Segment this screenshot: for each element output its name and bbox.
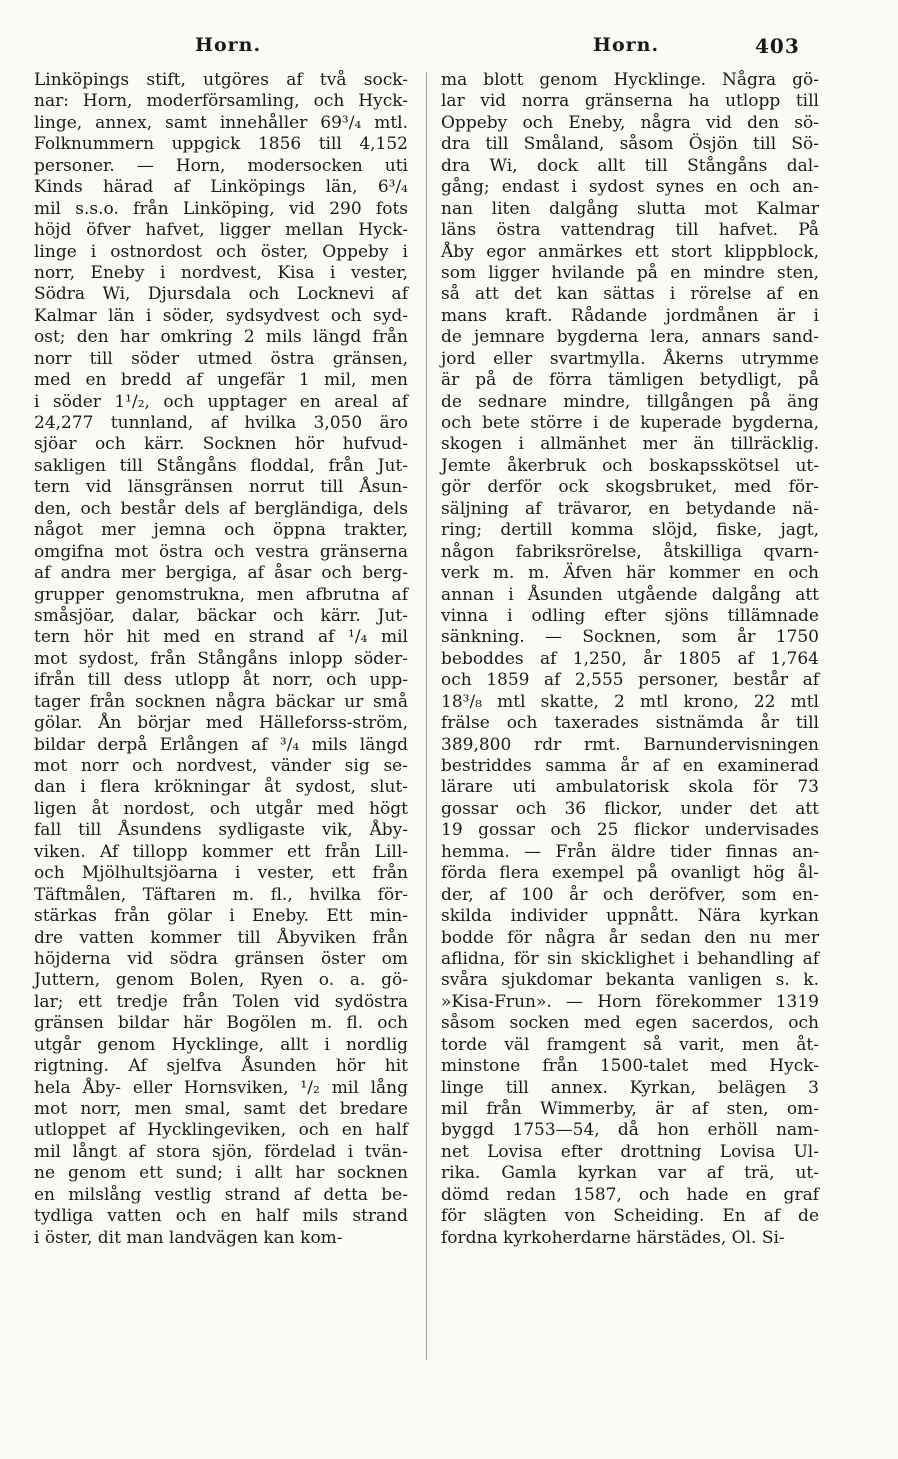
text-line: tern vid länsgränsen norrut till Åsun- xyxy=(34,477,408,498)
text-line: nan liten dalgång slutta mot Kalmar xyxy=(441,198,819,219)
text-line: i öster, dit man landvägen kan kom- xyxy=(34,1227,343,1248)
text-line: mot norr och nordvest, vänder sig se- xyxy=(34,756,408,776)
text-line: dömd redan 1587, och hade en graf xyxy=(441,1184,819,1205)
text-line: ost; den har omkring 2 mils längd från xyxy=(34,327,408,348)
text-line: linge till annex. Kyrkan, belägen 3 xyxy=(441,1077,819,1098)
text-line: svåra sjukdomar bekanta vanligen s. k. xyxy=(441,970,819,991)
text-line: gossar och 36 flickor, under det att xyxy=(441,798,819,819)
text-line: bodde för några år sedan den nu mer xyxy=(441,927,819,948)
text-line: ifrån till dess utlopp åt norr, och upp- xyxy=(34,670,408,691)
text-line: de sednare mindre, tillgången på äng xyxy=(441,391,819,412)
text-line: ne genom ett sund; i allt har socknen xyxy=(34,1163,408,1184)
text-line: tydliga vatten och en half mils strand xyxy=(34,1206,408,1227)
text-line: dre vatten kommer till Åbyviken från xyxy=(34,927,408,948)
text-line: linge i ostnordost och öster, Oppeby i xyxy=(34,241,408,262)
text-line: der, af 100 år och deröfver, som en- xyxy=(441,884,819,905)
text-line: stärkas från gölar i Eneby. Ett min- xyxy=(34,906,408,927)
text-line: sjöar och kärr. Socknen hör hufvud- xyxy=(34,434,408,455)
text-line: aflidna, för sin skicklighet i behandling af xyxy=(441,948,819,969)
text-line: linge, annex, samt innehåller 69³/₄ mtl. xyxy=(34,112,408,133)
text-line: gör derför ock skogsbruket, med för- xyxy=(441,477,819,498)
text-line: 19 gossar och 25 flickor undervisades xyxy=(441,820,819,841)
text-line: hela Åby- eller Hornsviken, ¹/₂ mil lång xyxy=(34,1077,408,1098)
text-line: af andra mer bergiga, af åsar och berg- xyxy=(34,563,408,584)
text-line: utloppet af Hycklingeviken, och en half xyxy=(34,1120,408,1141)
text-line: 18³/₈ mtl skatte, 2 mtl krono, 22 mtl xyxy=(441,691,819,712)
text-line: Folknummern uppgick 1856 till 4,152 xyxy=(34,134,408,155)
text-line: och 1859 af 2,555 personer, består af xyxy=(441,670,819,691)
text-line: läns östra vattendrag till hafvet. På xyxy=(441,220,819,241)
text-line: bildar derpå Erlången af ³/₄ mils längd xyxy=(34,734,408,755)
text-line: skilda individer uppnått. Nära kyrkan xyxy=(441,906,819,927)
text-line: i söder 1¹/₂, och upptager en areal af xyxy=(34,391,408,412)
text-line: fall till Åsundens sydligaste vik, Åby- xyxy=(34,820,408,841)
text-line: grupper genomstrukna, men afbrutna af xyxy=(34,584,408,605)
text-line: förda flera exempel på ovanligt hög ål- xyxy=(441,863,819,884)
text-line: gång; endast i sydost synes en och an- xyxy=(441,177,819,198)
text-line: ma blott genom Hycklinge. Några gö- xyxy=(441,70,819,90)
text-line: net Lovisa efter drottning Lovisa Ul- xyxy=(441,1141,819,1162)
text-line: nar: Horn, moderförsamling, och Hyck- xyxy=(34,91,408,112)
text-line: annan i Åsunden utgående dalgång att xyxy=(441,584,819,605)
text-line: norr till söder utmed östra gränsen, xyxy=(34,348,408,369)
text-line: ring; dertill komma slöjd, fiske, jagt, xyxy=(441,520,819,541)
text-line: Täftmålen, Täftaren m. fl., hvilka för- xyxy=(34,884,408,905)
text-line: mans kraft. Rådande jordmånen är i xyxy=(441,305,819,326)
text-line: Åby egor anmärkes ett stort klippblock, xyxy=(441,241,819,262)
text-line: Linköpings stift, utgöres af två sock- xyxy=(34,70,408,90)
text-line: och Mjölhultsjöarna i vester, ett från xyxy=(34,863,408,884)
text-line: så att det kan sättas i rörelse af en xyxy=(441,284,819,305)
text-line: beboddes af 1,250, år 1805 af 1,764 xyxy=(441,648,819,669)
text-line: byggd 1753—54, då hon erhöll nam- xyxy=(441,1120,819,1141)
text-line: med en bredd af ungefär 1 mil, men xyxy=(34,370,408,391)
text-line: torde väl framgent så varit, men åt- xyxy=(441,1034,819,1055)
text-line: en milslång vestlig strand af detta be- xyxy=(34,1184,408,1205)
page-number: 403 xyxy=(755,34,800,58)
text-line: dan i flera krökningar åt sydost, slut- xyxy=(34,777,408,798)
text-line: rigtning. Af sjelfva Åsunden hör hit xyxy=(34,1056,408,1077)
text-line: »Kisa-Frun». — Horn förekommer 1319 xyxy=(441,991,819,1012)
text-line: Södra Wi, Djursdala och Locknevi af xyxy=(34,284,408,305)
text-line: Juttern, genom Bolen, Ryen o. a. gö- xyxy=(34,970,408,991)
text-line: lärare uti ambulatorisk skola för 73 xyxy=(441,777,819,798)
column-divider xyxy=(426,72,427,1360)
text-line: utgår genom Hycklinge, allt i nordlig xyxy=(34,1034,408,1055)
text-line: de jemnare bygderna lera, annars sand- xyxy=(441,327,819,348)
text-line: är på de förra tämligen betydligt, på xyxy=(441,370,819,391)
text-line: Kinds härad af Linköpings län, 6³/₄ xyxy=(34,177,408,198)
right-text-column xyxy=(441,70,819,1249)
text-line: rika. Gamla kyrkan var af trä, ut- xyxy=(441,1163,819,1184)
text-line: norr, Eneby i nordvest, Kisa i vester, xyxy=(34,262,408,283)
text-line: skogen i allmänhet mer än tillräcklig. xyxy=(441,434,819,455)
text-line: mil från Wimmerby, är af sten, om- xyxy=(441,1099,819,1119)
text-line: småsjöar, dalar, bäckar och kärr. Jut- xyxy=(34,605,408,626)
text-line: sänkning. — Socknen, som år 1750 xyxy=(441,627,819,648)
left-running-title: Horn. xyxy=(195,34,262,56)
text-line: hemma. — Från äldre tider finnas an- xyxy=(441,841,819,862)
text-line: omgifna mot östra och vestra gränserna xyxy=(34,541,408,562)
text-line: Kalmar län i söder, sydsydvest och syd- xyxy=(34,305,408,326)
text-line: gölar. Ån börjar med Hälleforss-ström, xyxy=(34,713,408,734)
running-header xyxy=(0,34,898,64)
text-line: lar vid norra gränserna ha utlopp till xyxy=(441,91,819,112)
text-line: mot sydost, från Stångåns inlopp söder- xyxy=(34,648,408,669)
text-line: gränsen bildar här Bogölen m. fl. och xyxy=(34,1013,408,1034)
text-line: för slägten von Scheiding. En af de xyxy=(441,1206,819,1227)
text-line: viken. Af tillopp kommer ett från Lill- xyxy=(34,841,408,862)
text-line: dra Wi, dock allt till Stångåns dal- xyxy=(441,155,819,176)
text-line: något mer jemna och öppna trakter, xyxy=(34,520,408,541)
left-text-column xyxy=(34,70,408,1249)
text-line: 389,800 rdr rmt. Barnundervisningen xyxy=(441,734,819,755)
text-line: Oppeby och Eneby, några vid den sö- xyxy=(441,112,819,133)
text-line: tern hör hit med en strand af ¹/₄ mil xyxy=(34,627,408,648)
text-line: den, och består dels af bergländiga, dels xyxy=(34,498,408,519)
text-line: mil s.s.o. från Linköping, vid 290 fots xyxy=(34,198,408,219)
text-line: sakligen till Stångåns floddal, från Jut- xyxy=(34,455,408,476)
text-line: mot norr, men smal, samt det bredare xyxy=(34,1099,408,1119)
text-line: såsom socken med egen sacerdos, och xyxy=(441,1013,819,1034)
text-line: 24,277 tunnland, af hvilka 3,050 äro xyxy=(34,413,408,433)
text-line: minstone från 1500-talet med Hyck- xyxy=(441,1056,819,1077)
text-line: och bete större i de kuperade bygderna, xyxy=(441,413,819,433)
text-line: dra till Småland, såsom Ösjön till Sö- xyxy=(441,134,819,155)
text-line: någon fabriksrörelse, åtskilliga qvarn- xyxy=(441,541,819,562)
text-line: personer. — Horn, modersocken uti xyxy=(34,155,408,176)
text-line: mil långt af stora sjön, fördelad i tvän- xyxy=(34,1141,408,1162)
text-line: ligen åt nordost, och utgår med högt xyxy=(34,798,408,819)
text-line: Jemte åkerbruk och boskapsskötsel ut- xyxy=(441,455,819,476)
text-line: verk m. m. Äfven här kommer en och xyxy=(441,563,819,584)
text-line: säljning af trävaror, en betydande nä- xyxy=(441,498,819,519)
text-line: tager från socknen några bäckar ur små xyxy=(34,691,408,712)
text-line: jord eller svartmylla. Åkerns utrymme xyxy=(441,348,819,369)
text-line: lar; ett tredje från Tolen vid sydöstra xyxy=(34,991,408,1012)
text-line: vinna i odling efter sjöns tillämnade xyxy=(441,605,819,626)
right-running-title: Horn. xyxy=(593,34,660,56)
text-line: höjderna vid södra gränsen öster om xyxy=(34,948,408,969)
text-line: fordna kyrkoherdarne härstädes, Ol. Si- xyxy=(441,1227,785,1248)
text-line: som ligger hvilande på en mindre sten, xyxy=(441,262,819,283)
text-line: bestriddes samma år af en examinerad xyxy=(441,756,819,776)
text-line: höjd öfver hafvet, ligger mellan Hyck- xyxy=(34,220,408,241)
text-line: frälse och taxerades sistnämda år till xyxy=(441,713,819,734)
